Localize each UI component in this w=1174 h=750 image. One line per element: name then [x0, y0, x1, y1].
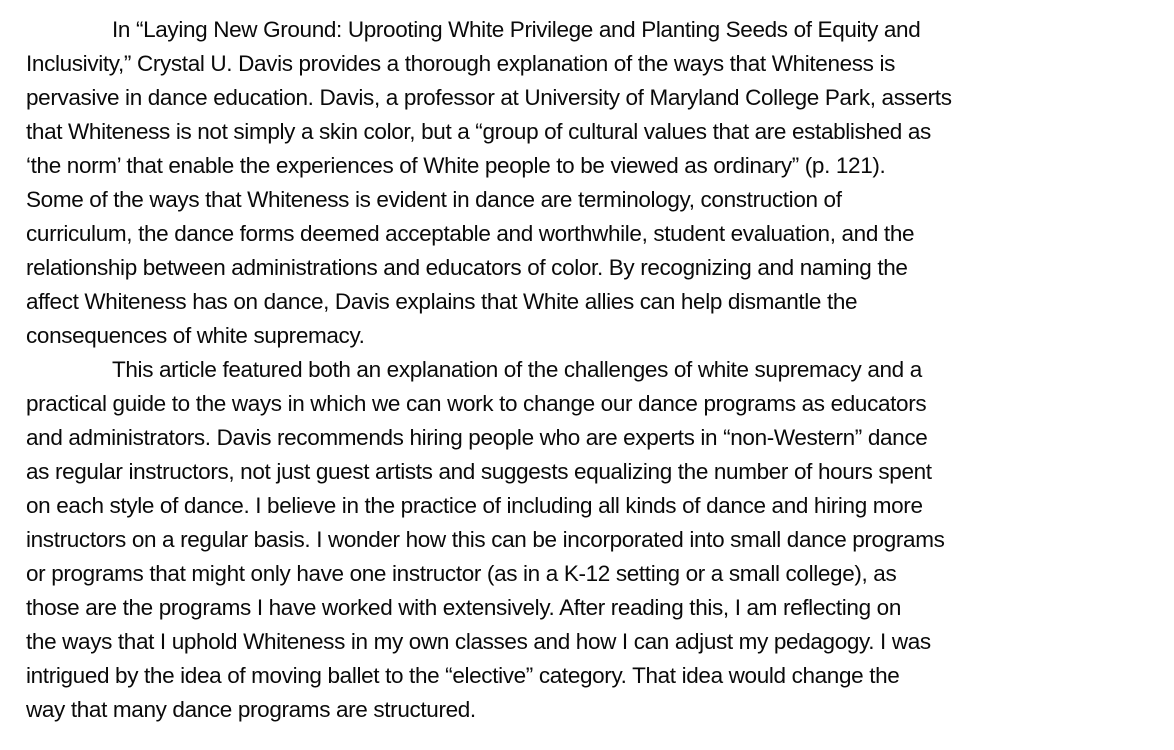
- text-line: practical guide to the ways in which we can work to change our dance programs as educators: [26, 391, 927, 416]
- text-line: the ways that I uphold Whiteness in my own classes and how I can adjust my pedagogy. I was: [26, 629, 931, 654]
- text-line: affect Whiteness has on dance, Davis explains that White allies can help dismantle the: [26, 289, 858, 314]
- text-line: on each style of dance. I believe in the practice of including all kinds of dance and hiring more: [26, 493, 923, 518]
- text-line: that Whiteness is not simply a skin color, but a “group of cultural values that are established as: [26, 119, 931, 144]
- text-line: or programs that might only have one instructor (as in a K-12 setting or a small college), as: [26, 561, 897, 586]
- text-line: In “Laying New Ground: Uprooting White Privilege and Planting Seeds of Equity and: [112, 17, 921, 42]
- text-line: and administrators. Davis recommends hiring people who are experts in “non-Western” dance: [26, 425, 928, 450]
- text-line: This article featured both an explanation of the challenges of white supremacy and a: [112, 357, 922, 382]
- text-line: curriculum, the dance forms deemed acceptable and worthwhile, student evaluation, and the: [26, 221, 915, 246]
- text-line: intrigued by the idea of moving ballet to the “elective” category. That idea would change the: [26, 663, 900, 688]
- text-line: pervasive in dance education. Davis, a professor at University of Maryland College Park, asserts: [26, 85, 952, 110]
- text-line: those are the programs I have worked with extensively. After reading this, I am reflecting on: [26, 595, 901, 620]
- text-line: as regular instructors, not just guest artists and suggests equalizing the number of hours spent: [26, 459, 932, 484]
- text-line: way that many dance programs are structured.: [26, 697, 476, 722]
- paragraph-1: [26, 13, 1146, 353]
- document-body: [26, 13, 1146, 727]
- text-line: relationship between administrations and educators of color. By recognizing and naming the: [26, 255, 908, 280]
- text-line: instructors on a regular basis. I wonder how this can be incorporated into small dance programs: [26, 527, 945, 552]
- text-line: consequences of white supremacy.: [26, 323, 365, 348]
- text-line: Some of the ways that Whiteness is evident in dance are terminology, construction of: [26, 187, 842, 212]
- paragraph-2: [26, 353, 1146, 727]
- text-line: Inclusivity,” Crystal U. Davis provides a thorough explanation of the ways that Whiteness is: [26, 51, 896, 76]
- text-line: ‘the norm’ that enable the experiences of White people to be viewed as ordinary” (p. 121).: [26, 153, 886, 178]
